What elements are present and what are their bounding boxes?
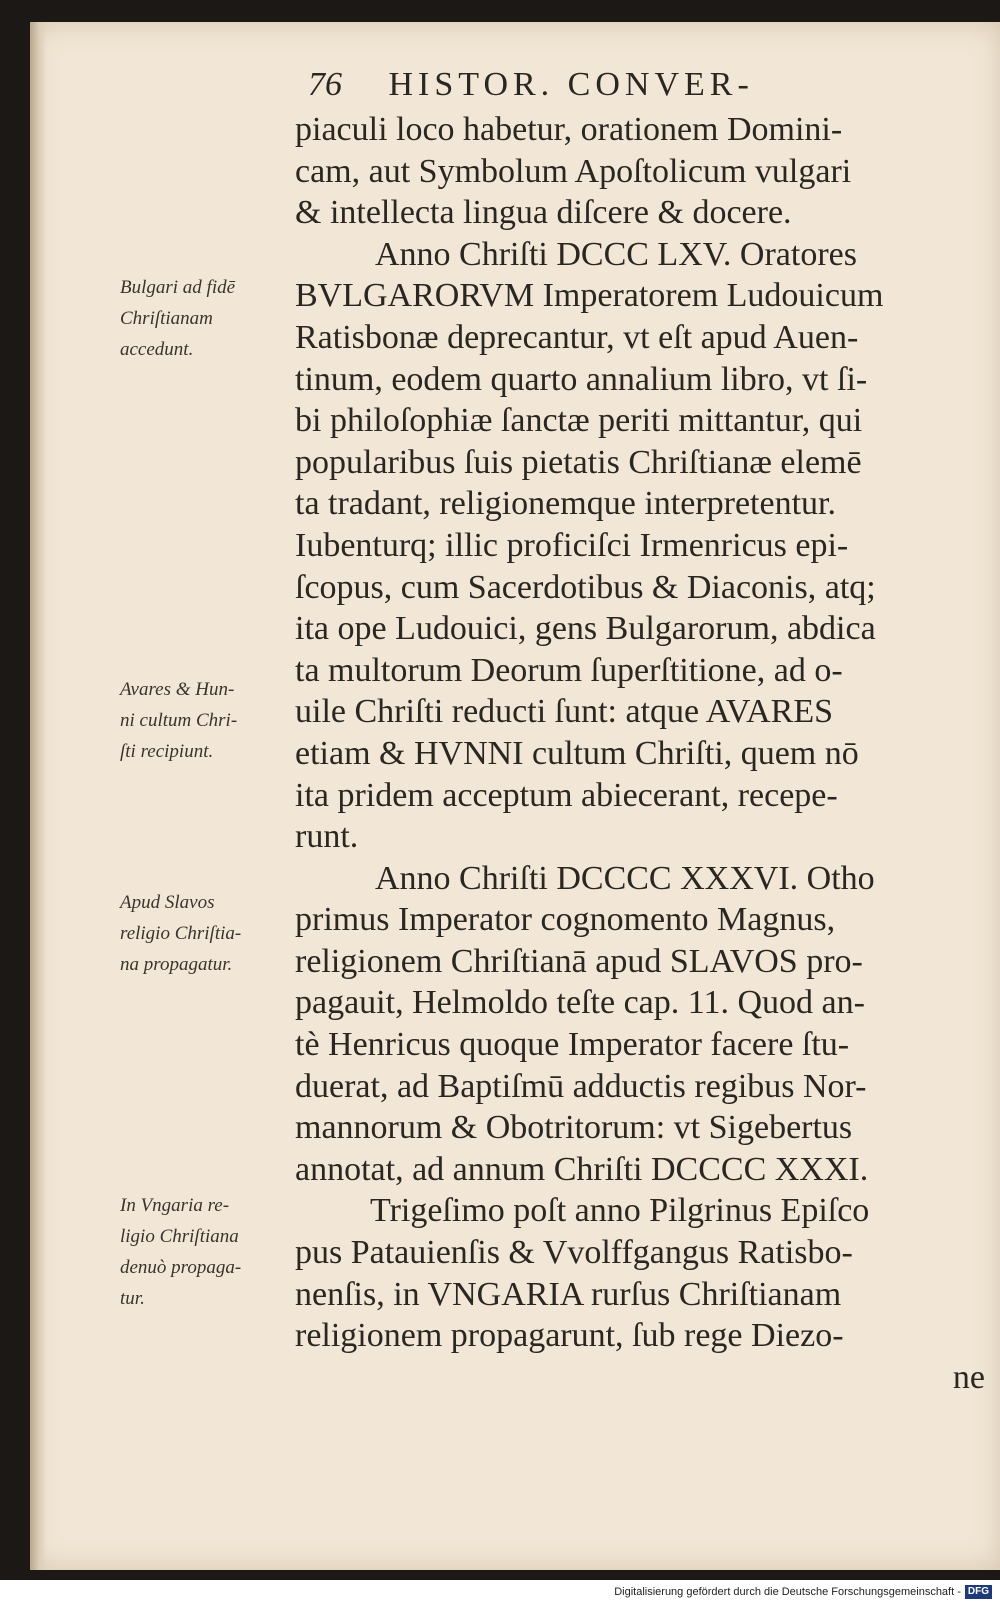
text-line-9: popularibus ſuis pietatis Chriſtianæ elemē [295,443,862,481]
text-line-23: tè Henricus quoque Imperator facere ſtu- [295,1026,850,1064]
text-line-4: Anno Chriſti DCCC LXV. Oratores [375,235,857,273]
text-line-24: duerat, ad Baptiſmū adductis regibus Nor- [295,1067,867,1105]
margin-note-line: Chriſtianam [120,308,213,329]
text-line-10: ta tradant, religionemque interpretentur. [295,485,836,523]
page-gutter [30,22,46,1570]
margin-note-line: denuò propaga- [120,1257,242,1278]
margin-note-line: In Vngaria re- [120,1195,230,1216]
text-line-30: religionem propagarunt, ſub rege Diezo- [295,1317,844,1355]
text-line-3: & intellecta lingua diſcere & docere. [295,194,792,232]
margin-note-line: Apud Slavos [120,892,215,913]
text-line-21: religionem Chriſtianā apud SLAVOS pro- [295,942,863,980]
margin-note-bulgari [120,272,295,365]
text-line-28: pus Patauienſis & Vvolffgangus Ratisbo- [295,1234,853,1272]
margin-note-line: ſti recipiunt. [120,741,214,762]
dfg-logo: DFG [965,1585,992,1599]
text-line-6: Ratisbonæ deprecantur, vt eſt apud Auen- [295,318,859,356]
text-line-27: Trigeſimo poſt anno Pilgrinus Epiſco [370,1192,870,1230]
page-number: 76 [308,66,342,103]
text-line-12: ſcopus, cum Sacerdotibus & Diaconis, atq; [295,568,876,606]
margin-note-line: Avares & Hun- [120,679,235,700]
book-page [30,22,1000,1570]
text-line-16: etiam & HVNNI cultum Chriſti, quem nō [295,734,859,772]
text-line-26: annotat, ad annum Chriſti DCCCC XXXI. [295,1150,869,1188]
text-line-17: ita pridem acceptum abiecerant, recepe- [295,776,838,814]
margin-note-line: ni cultum Chri- [120,710,238,731]
text-line-2: cam, aut Symbolum Apoſtolicum vulgari [295,152,852,190]
text-line-19: Anno Chriſti DCCCC XXXVI. Otho [375,859,875,897]
margin-note-line: tur. [120,1288,145,1309]
text-line-29: nenſis, in VNGARIA rurſus Chriſtianam [295,1275,842,1313]
margin-note-line: accedunt. [120,339,194,360]
text-line-20: primus Imperator cognomento Magnus, [295,901,836,939]
text-line-1: piaculi loco habetur, orationem Domini- [295,111,843,148]
margin-note-vngaria [120,1190,295,1314]
margin-note-line: religio Chriſtia- [120,923,242,944]
text-line-25: mannorum & Obotritorum: vt Sigebertus [295,1109,853,1147]
text-line-5: BVLGARORVM Imperatorem Ludouicum [295,277,884,315]
margin-note-avares [120,674,295,767]
margin-note-slavos [120,887,295,980]
text-line-31: ne [952,1358,985,1396]
margin-note-line: Bulgari ad fidē [120,277,236,298]
text-line-11: Iubenturq; illic proficiſci Irmenricus epi- [295,526,849,564]
running-title: HISTOR. CONVER- [388,66,754,103]
text-line-15: uile Chriſti reducti ſunt: atque AVARES [295,693,834,731]
text-line-7: tinum, eodem quarto annalium libro, vt ſi- [295,360,868,398]
text-line-22: pagauit, Helmoldo teſte cap. 11. Quod an- [295,984,865,1022]
funding-credit [614,1584,992,1600]
body-text [295,109,985,1398]
running-head [308,60,908,110]
funding-credit-text: Digitalisierung gefördert durch die Deutsche Forschungsgemeinschaft - [614,1586,961,1598]
margin-note-line: na propagatur. [120,954,233,975]
margin-note-line: ligio Chriſtiana [120,1226,239,1247]
text-line-8: bi philoſophiæ ſanctæ periti mittantur, qui [295,402,863,440]
text-line-14: ta multorum Deorum ſuperſtitione, ad o- [295,651,843,689]
footer-bar [0,1580,1000,1605]
text-line-13: ita ope Ludouici, gens Bulgarorum, abdica [295,610,876,648]
text-line-18: runt. [295,818,359,856]
